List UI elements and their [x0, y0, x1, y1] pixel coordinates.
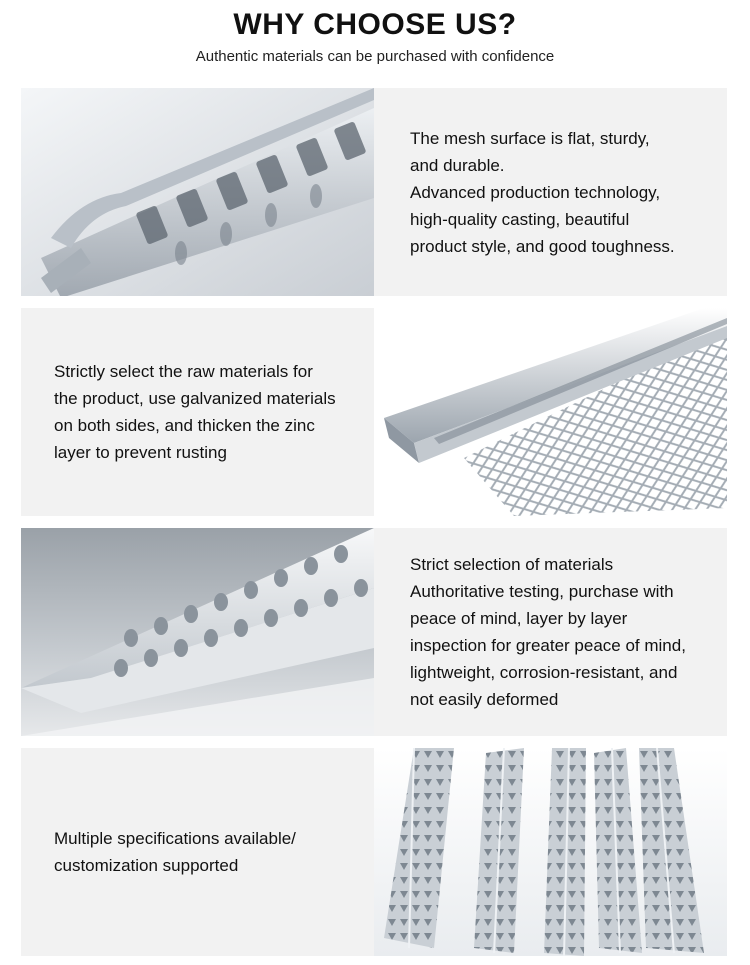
feature-line: lightweight, corrosion-resistant, and [410, 663, 678, 682]
feature-text-2 [54, 308, 372, 516]
page-title: WHY CHOOSE US? [233, 8, 517, 41]
feature-line: on both sides, and thicken the zinc [54, 416, 315, 435]
feature-line: customization supported [54, 856, 239, 875]
feature-row-1 [21, 88, 727, 296]
feature-text-4 [54, 748, 372, 956]
feature-line: product style, and good toughness. [410, 236, 675, 256]
page-subtitle: Authentic materials can be purchased with confidence [195, 48, 555, 65]
feature-line: and durable. [410, 155, 505, 175]
corner-bead-flange-photo [21, 88, 374, 296]
feature-line: Multiple specifications available/ [54, 829, 296, 848]
feature-row-2 [21, 308, 727, 516]
perforated-angle-bead-photo [21, 528, 374, 736]
feature-line: The mesh surface is flat, sturdy, [410, 128, 650, 148]
feature-line: the product, use galvanized materials [54, 389, 336, 408]
feature-line: inspection for greater peace of mind, [410, 636, 686, 655]
expanded-mesh-channel-photo [374, 308, 727, 516]
feature-line: not easily deformed [410, 690, 559, 709]
feature-line: high-quality casting, beautiful [410, 209, 630, 229]
feature-line: peace of mind, layer by layer [410, 609, 628, 628]
feature-line: layer to prevent rusting [54, 443, 227, 462]
feature-text-3 [410, 528, 728, 736]
feature-line: Advanced production technology, [410, 182, 661, 202]
feature-row-3 [21, 528, 727, 736]
feature-line: Strictly select the raw materials for [54, 362, 313, 381]
feature-text-1 [410, 88, 728, 296]
feature-line: Authoritative testing, purchase with [410, 582, 674, 601]
angle-bead-assortment-photo [374, 748, 727, 956]
feature-line: Strict selection of materials [410, 555, 614, 574]
feature-row-4 [21, 748, 727, 956]
